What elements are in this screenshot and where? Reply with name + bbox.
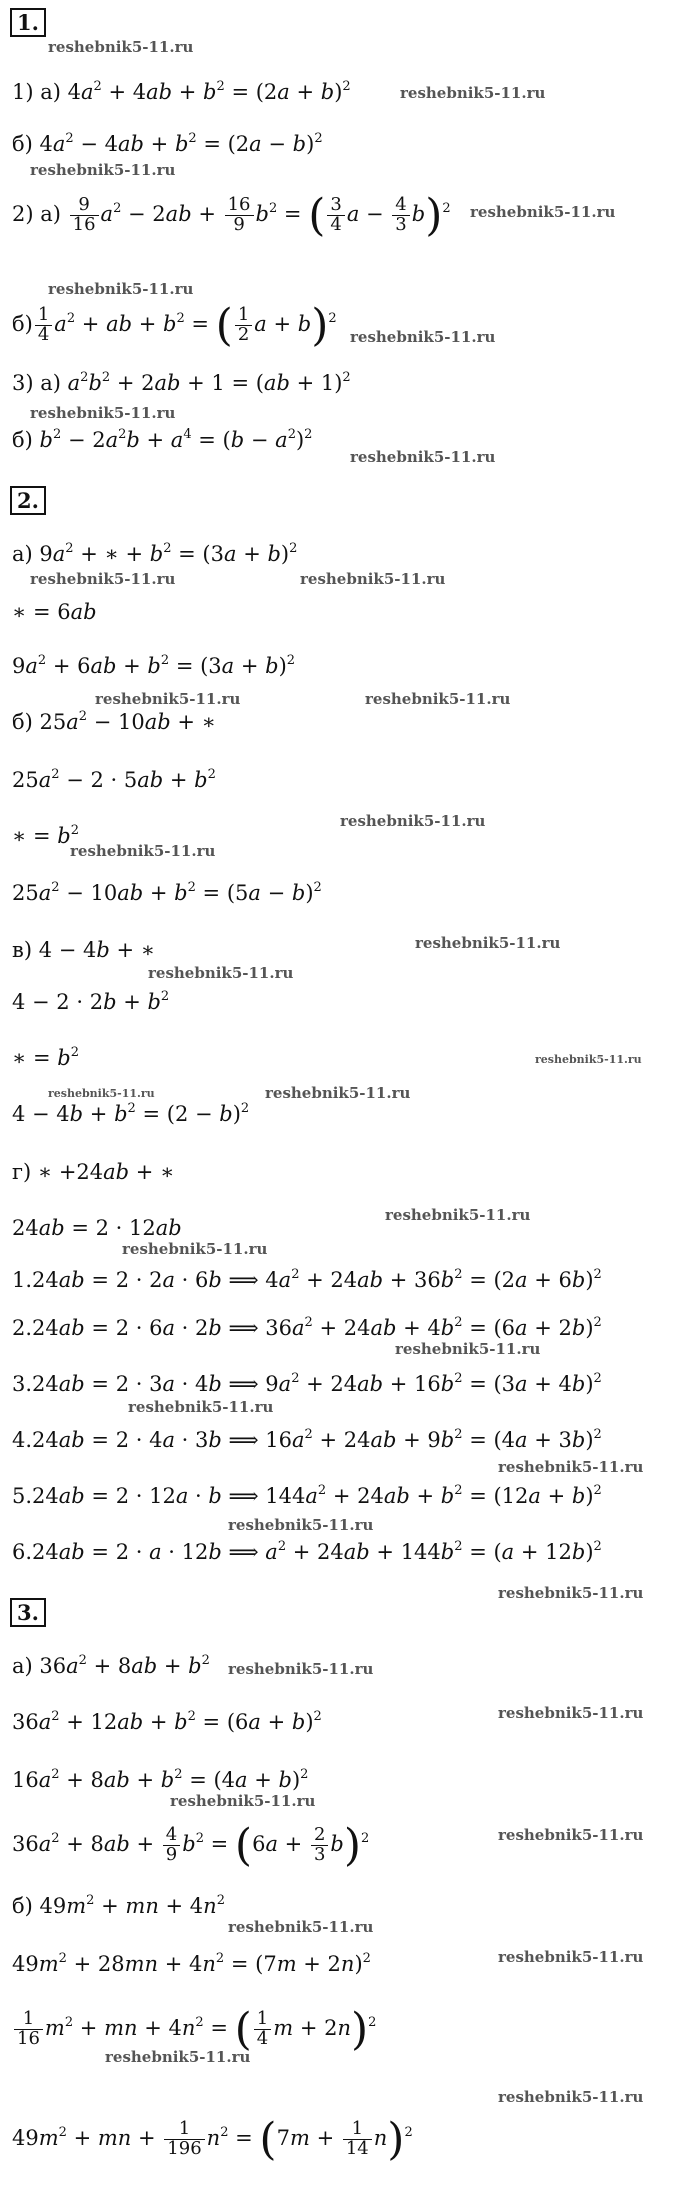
watermark: reshebnik5-11.ru <box>265 1084 411 1102</box>
watermark: reshebnik5-11.ru <box>48 1087 155 1100</box>
section-2-badge: 2. <box>10 486 46 515</box>
eq-1-3a: 3) а) $a^2b^2 + 2ab + 1 = (ab + 1)^2$ <box>12 369 351 395</box>
section-1-badge: 1. <box>10 8 46 37</box>
watermark: reshebnik5-11.ru <box>30 404 176 422</box>
eq-2-b-3: ∗ = $b^2$ <box>12 822 79 848</box>
watermark: reshebnik5-11.ru <box>30 570 176 588</box>
eq-2-g-n3: 3.24ab = 2 · 3a · 4b ⟹ $9a^2 + 24ab + 16b^2 = (3a + 4b)^2$ <box>12 1370 602 1396</box>
item-label: г) <box>12 1160 32 1184</box>
watermark: reshebnik5-11.ru <box>365 690 511 708</box>
watermark: reshebnik5-11.ru <box>48 280 194 298</box>
watermark: reshebnik5-11.ru <box>415 934 561 952</box>
eq-2-v-3: ∗ = $b^2$ <box>12 1044 79 1070</box>
eq-2-g-1: г) ∗ +24ab + ∗ <box>12 1160 175 1184</box>
eq-1-1b: б) $4a^2 - 4ab + b^2 = (2a - b)^2$ <box>12 130 323 156</box>
watermark: reshebnik5-11.ru <box>300 570 446 588</box>
watermark: reshebnik5-11.ru <box>385 1206 531 1224</box>
item-label: 3. <box>12 1372 33 1396</box>
watermark: reshebnik5-11.ru <box>148 964 294 982</box>
eq-3-b-3: $\frac{1}{16}$ $m^2$ + mn + $4n^2$ = ( $\frac{1}{4}$ m + 2n)$^2$ <box>12 2010 376 2049</box>
eq-2-g-n6: 6.24ab = 2 · a · 12b ⟹ $a^2 + 24ab + 144b^2 = (a + 12b)^2$ <box>12 1538 602 1564</box>
eq-1-3b: б) $b^2 - 2a^2b + a^4 = (b - a^2)^2$ <box>12 426 313 452</box>
watermark: reshebnik5-11.ru <box>498 1584 644 1602</box>
eq-2-g-n5: 5.24ab = 2 · 12a · b ⟹ $144a^2 + 24ab + b^2 = (12a + b)^2$ <box>12 1482 602 1508</box>
item-label: 1) а) <box>12 80 61 104</box>
watermark: reshebnik5-11.ru <box>400 84 546 102</box>
item-label: б) <box>12 311 33 336</box>
eq-3-b-2: $49m^2 + 28mn + 4n^2 = (7m + 2n)^2$ <box>12 1950 371 1976</box>
eq-2-g-n1: 1.24ab = 2 · 2a · 6b ⟹ $4a^2 + 24ab + 36b^2 = (2a + 6b)^2$ <box>12 1266 602 1292</box>
eq-2-a-3: $9a^2 + 6ab + b^2 = (3a + b)^2$ <box>12 652 296 678</box>
eq-2-v-2: $4 - 2 \cdot 2b + b^2$ <box>12 988 170 1014</box>
watermark: reshebnik5-11.ru <box>498 1458 644 1476</box>
item-label: б) <box>12 1894 33 1918</box>
watermark: reshebnik5-11.ru <box>170 1792 316 1810</box>
eq-2-b-4: $25a^2 - 10ab + b^2 = (5a - b)^2$ <box>12 879 322 905</box>
eq-2-g-n4: 4.24ab = 2 · 4a · 3b ⟹ $16a^2 + 24ab + 9b^2 = (4a + 3b)^2$ <box>12 1426 602 1452</box>
eq-2-v-4: $4 - 4b + b^2 = (2 - b)^2$ <box>12 1100 250 1126</box>
eq-2-b-1: б) $25a^2 - 10ab$ + ∗ <box>12 708 216 734</box>
item-label: 3) а) <box>12 371 61 395</box>
watermark: reshebnik5-11.ru <box>498 2088 644 2106</box>
watermark: reshebnik5-11.ru <box>228 1660 374 1678</box>
eq-1-2a: 2) а) $\frac{9}{16}$ $a^2 - 2ab$ + $\frac{16}{9}$ $b^2$ = ( $\frac{3}{4}$ a − $\frac{4}{3}$ b)$^2$ <box>12 189 451 241</box>
watermark: reshebnik5-11.ru <box>228 1516 374 1534</box>
watermark: reshebnik5-11.ru <box>228 1918 374 1936</box>
item-label: 2) а) <box>12 201 61 226</box>
watermark: reshebnik5-11.ru <box>498 1704 644 1722</box>
watermark: reshebnik5-11.ru <box>95 690 241 708</box>
eq-1-1a: 1) а) $4a^2 + 4ab + b^2 = (2a + b)^2$ <box>12 78 351 104</box>
watermark: reshebnik5-11.ru <box>70 842 216 860</box>
watermark: reshebnik5-11.ru <box>30 161 176 179</box>
watermark: reshebnik5-11.ru <box>128 1398 274 1416</box>
watermark: reshebnik5-11.ru <box>498 1826 644 1844</box>
watermark: reshebnik5-11.ru <box>470 203 616 221</box>
item-label: в) <box>12 938 33 962</box>
watermark: reshebnik5-11.ru <box>498 1948 644 1966</box>
eq-2-b-2: $25a^2 - 2 \cdot 5ab + b^2$ <box>12 766 216 792</box>
item-label: а) <box>12 1654 33 1678</box>
watermark: reshebnik5-11.ru <box>122 1240 268 1258</box>
item-label: 5. <box>12 1484 33 1508</box>
section-3-badge: 3. <box>10 1598 46 1627</box>
eq-3-b-4: $49m^2$ + mn + $\frac{1}{196}$ $n^2 = (7m$ + $\frac{1}{14}$ n)$^2$ <box>12 2113 413 2165</box>
item-label: б) <box>12 132 33 156</box>
item-label: а) <box>12 542 33 566</box>
eq-3-b-1: б) $49m^2$ + mn + $4n^2$ <box>12 1892 225 1918</box>
eq-1-2b: б) $\frac{1}{4}$ $a^2$ + ab + $b^2$ = ( $\frac{1}{2}$ a + b)$^2$ <box>12 299 337 351</box>
watermark: reshebnik5-11.ru <box>350 328 496 346</box>
eq-2-a-2: ∗ = 6ab <box>12 600 97 624</box>
item-label: 4. <box>12 1428 33 1452</box>
eq-3-a-4: $36a^2 + 8ab$ + $\frac{4}{9}$ $b^2 = (6a$ + $\frac{2}{3}$ b)$^2$ <box>12 1819 370 1871</box>
watermark: reshebnik5-11.ru <box>48 38 194 56</box>
eq-2-g-n2: 2.24ab = 2 · 6a · 2b ⟹ $36a^2 + 24ab + 4b^2 = (6a + 2b)^2$ <box>12 1314 602 1340</box>
watermark: reshebnik5-11.ru <box>395 1340 541 1358</box>
watermark: reshebnik5-11.ru <box>535 1053 642 1066</box>
eq-2-a-1: а) $9a^2$ + ∗ + $b^2 = (3a + b)^2$ <box>12 540 298 566</box>
item-label: б) <box>12 428 33 452</box>
eq-3-a-1: а) $36a^2 + 8ab + b^2$ <box>12 1652 210 1678</box>
eq-3-a-3: $16a^2 + 8ab + b^2 = (4a + b)^2$ <box>12 1766 309 1792</box>
item-label: 2. <box>12 1316 33 1340</box>
item-label: б) <box>12 710 33 734</box>
eq-2-v-1: в) 4 − 4b + ∗ <box>12 938 156 962</box>
item-label: 6. <box>12 1540 33 1564</box>
watermark: reshebnik5-11.ru <box>350 448 496 466</box>
watermark: reshebnik5-11.ru <box>340 812 486 830</box>
watermark: reshebnik5-11.ru <box>105 2048 251 2066</box>
eq-2-g-2: 24ab = 2 · 12ab <box>12 1216 182 1240</box>
item-label: 1. <box>12 1268 33 1292</box>
eq-3-a-2: $36a^2 + 12ab + b^2 = (6a + b)^2$ <box>12 1708 322 1734</box>
